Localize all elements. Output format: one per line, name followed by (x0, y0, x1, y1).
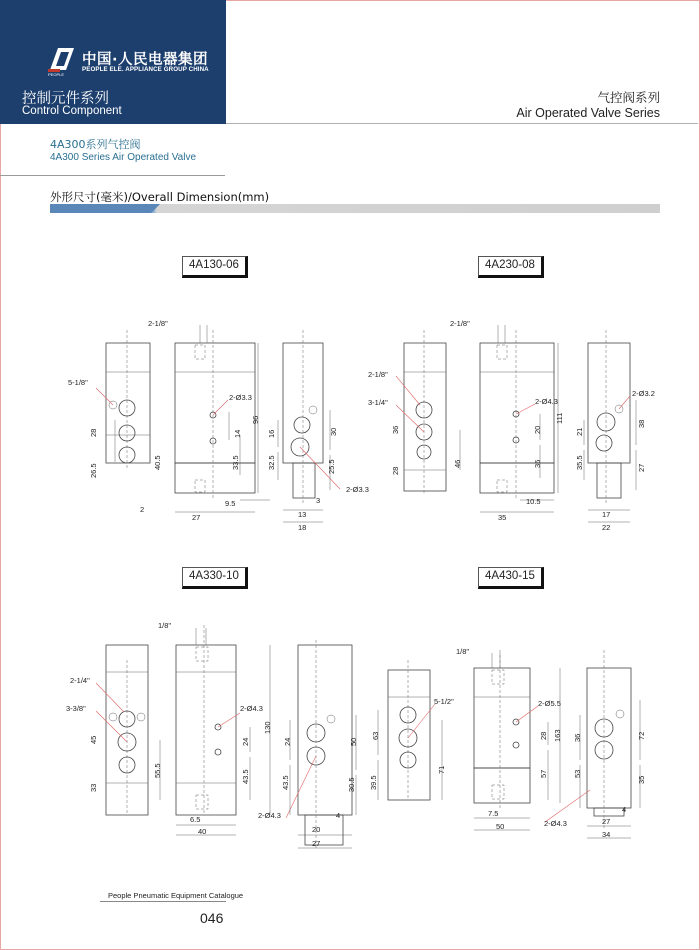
dim-value: 22 (602, 523, 611, 532)
valve-front-view (175, 343, 255, 463)
dim-value: 36 (533, 459, 542, 468)
dim-value: 34 (602, 830, 611, 839)
port-label: 1/8" (158, 621, 172, 630)
footer-divider (100, 901, 226, 902)
category-title-cn: 控制元件系列 (22, 91, 109, 107)
dim-value: 18 (298, 523, 307, 532)
section-title: 外形尺寸(毫米)/Overall Dimension(mm) (50, 190, 270, 204)
dim-value: 55.5 (153, 763, 162, 778)
dim-value: 17 (602, 510, 611, 519)
brand-name-cn: 中国·人民电器集团 (82, 52, 209, 68)
port-label: 5-1/2" (434, 697, 454, 706)
dim-value: 9.5 (225, 499, 236, 508)
port-label: 2-1/4" (70, 676, 90, 685)
port-label: 2-Ø3.2 (632, 389, 655, 398)
port-label: 5-1/8" (68, 378, 88, 387)
drawing-4a330-10 (66, 621, 358, 850)
port-label: 2-Ø4.3 (240, 704, 263, 713)
dim-value: 4 (622, 805, 627, 814)
port-label: 3-3/8" (66, 704, 86, 713)
dim-value: 40.5 (153, 455, 162, 470)
dim-value: 25.5 (327, 459, 336, 474)
dim-value: 30 (329, 427, 338, 436)
brand-tag: PEOPLE (48, 72, 65, 77)
valve-right-view (298, 645, 352, 815)
dim-value: 20 (533, 425, 542, 434)
port-label: 3-1/4" (368, 398, 388, 407)
dim-value: 72 (637, 731, 646, 740)
dim-value: 33 (89, 783, 98, 792)
dim-value: 2 (140, 505, 145, 514)
valve-side-view (404, 343, 446, 491)
valve-right-view (587, 668, 631, 808)
series-title-cn: 气控阀系列 (597, 90, 660, 105)
dim-value: 27 (602, 817, 611, 826)
dim-value: 111 (555, 412, 564, 424)
dim-value: 43.5 (281, 775, 290, 790)
footer-catalogue-name: People Pneumatic Equipment Catalogue (108, 891, 244, 900)
series-title-en: Air Operated Valve Series (516, 106, 660, 120)
dim-value: 16 (267, 429, 276, 438)
port-label: 2-Ø5.5 (538, 699, 561, 708)
dim-value: 163 (553, 729, 562, 742)
dim-value: 28 (391, 466, 400, 475)
drawing-4a430-15 (369, 647, 646, 839)
model-tag-4a430: 4A430-15 (478, 567, 544, 589)
port-label: 1/8" (456, 647, 470, 656)
port-label: 2-Ø4.3 (258, 811, 281, 820)
page-number: 046 (200, 910, 224, 926)
dim-value: 53 (573, 769, 582, 778)
dim-value: 14 (233, 429, 242, 438)
dim-value: 27 (192, 513, 201, 522)
dim-value: 4 (336, 811, 341, 820)
dim-value: 57 (539, 769, 548, 778)
dim-value: 3 (316, 496, 321, 505)
dim-value: 96 (251, 415, 260, 424)
dim-value: 27 (637, 463, 646, 472)
dim-value: 38 (637, 419, 646, 428)
dim-value: 10.5 (526, 497, 541, 506)
dim-value: 30.5 (347, 777, 356, 792)
valve-front-view (176, 645, 236, 815)
model-tag-4a230: 4A230-08 (478, 256, 544, 278)
dim-value: 28 (89, 428, 98, 437)
dim-value: 35 (498, 513, 507, 522)
model-tag-4a130: 4A130-06 (182, 256, 248, 278)
drawing-4a130-06 (68, 319, 369, 532)
dim-value: 27 (312, 839, 321, 848)
dim-value: 7.5 (488, 809, 499, 818)
dim-value: 33.5 (231, 455, 240, 470)
dim-value: 50 (349, 737, 358, 746)
dim-value: 36 (573, 733, 582, 742)
port-label: 2-1/8" (450, 319, 470, 328)
product-title-cn: 4A300系列气控阀 (50, 138, 141, 151)
port-label: 2-Ø4.3 (544, 819, 567, 828)
dim-value: 28 (539, 731, 548, 740)
brand-name-en: PEOPLE ELE. APPLIANCE GROUP CHINA (82, 66, 209, 73)
dim-value: 21 (575, 427, 584, 436)
dim-value: 39.5 (369, 775, 378, 790)
dim-value: 13 (298, 510, 307, 519)
valve-side-view (106, 343, 150, 463)
dim-value: 45 (89, 735, 98, 744)
model-tag-4a330: 4A330-10 (182, 567, 248, 589)
dim-value: 71 (437, 765, 446, 774)
dim-value: 130 (263, 721, 272, 734)
port-label: 2-Ø3.3 (346, 485, 369, 494)
dim-value: 63 (371, 731, 380, 740)
dim-value: 26.5 (89, 463, 98, 478)
valve-side-view (388, 670, 430, 800)
dim-value: 24 (283, 737, 292, 746)
dim-value: 32.5 (267, 455, 276, 470)
dim-value: 36 (391, 425, 400, 434)
port-label: 2-Ø4.3 (535, 397, 558, 406)
drawing-4a230-08 (368, 319, 655, 532)
dim-value: 20 (312, 825, 321, 834)
dim-value: 24 (241, 737, 250, 746)
port-label: 2-Ø3.3 (229, 393, 252, 402)
dim-value: 43.5 (241, 769, 250, 784)
category-title-en: Control Component (22, 105, 122, 117)
dim-value: 40 (198, 827, 207, 836)
dim-value: 46 (453, 459, 462, 468)
dim-value: 35.5 (575, 455, 584, 470)
product-title-en: 4A300 Series Air Operated Valve (50, 152, 197, 163)
port-label: 2-1/8" (368, 370, 388, 379)
dim-value: 50 (496, 822, 505, 831)
dim-value: 35 (637, 775, 646, 784)
port-label: 2-1/8" (148, 319, 168, 328)
dim-value: 6.5 (190, 815, 201, 824)
